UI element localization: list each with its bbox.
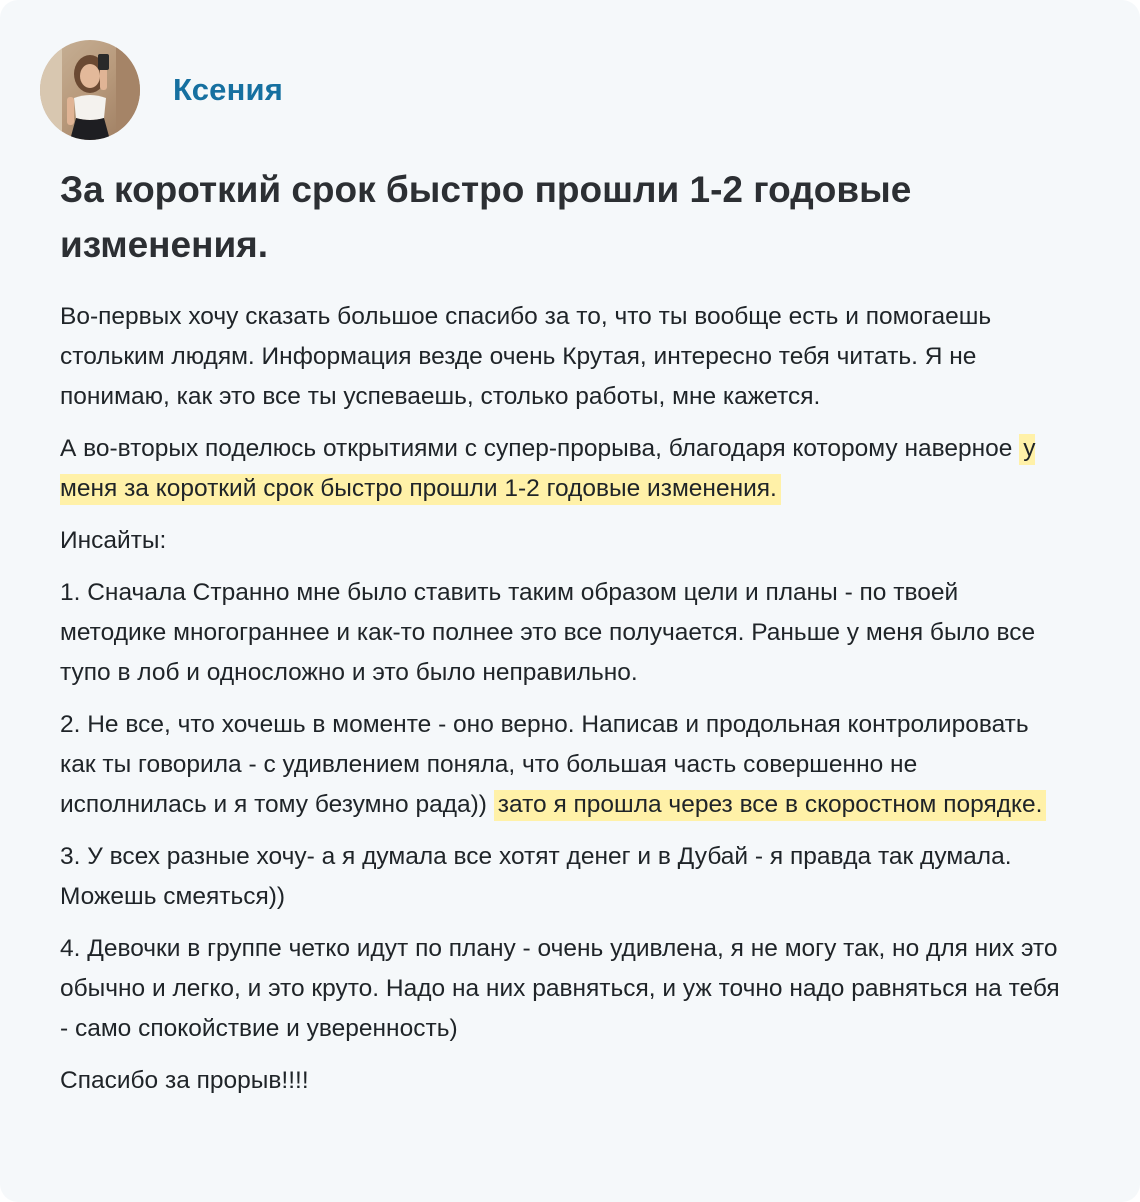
author-header bbox=[40, 40, 283, 140]
user-photo-icon bbox=[40, 40, 140, 140]
review-body bbox=[60, 297, 1070, 1113]
insight-item-2-text: 2. Не все, что хочешь в моменте - оно верно. Написав и продольная контролировать как ты говорила - с удивлением поняла, что большая часть совершенно не исполнилась и я тому безумно рада)) bbox=[60, 711, 1029, 818]
insight-item-1: 1. Сначала Странно мне было ставить таким образом цели и планы - по твоей методике многограннее и как-то полнее это все получается. Раньше у меня было все тупо в лоб и односложно и это было неправильно. bbox=[60, 579, 1036, 686]
review-title: За короткий срок быстро прошли 1-2 годовые изменения. bbox=[60, 169, 912, 265]
paragraph-second-text: А во-вторых поделюсь открытиями с супер-прорыва, благодаря которому наверное bbox=[60, 435, 1013, 462]
author-name: Ксения bbox=[173, 72, 284, 107]
closing-line: Спасибо за прорыв!!!! bbox=[60, 1067, 309, 1094]
paragraph-second bbox=[60, 429, 1070, 509]
highlighted-text: зато я прошла через все в скоростном порядке. bbox=[494, 790, 1047, 821]
insight-item-4: 4. Девочки в группе четко идут по плану - очень удивлена, я не могу так, но для них это обычно и легко, и это круто. Надо на них равняться, и уж точно надо равняться на тебя - само спокойствие и уверенность) bbox=[60, 935, 1060, 1042]
avatar bbox=[40, 40, 140, 140]
highlighted-text: у меня за короткий срок быстро прошли 1-2 годовые изменения. bbox=[60, 434, 1035, 505]
insight-item-2 bbox=[60, 705, 1070, 825]
paragraph-intro: Во-первых хочу сказать большое спасибо за то, что ты вообще есть и помогаешь стольким людям. Информация везде очень Крутая, интересно тебя читать. Я не понимаю, как это все ты успеваешь, столько работы, мне кажется. bbox=[60, 303, 992, 410]
insight-item-3: 3. У всех разные хочу- а я думала все хотят денег и в Дубай - я правда так думала. Можешь смеяться)) bbox=[60, 843, 1012, 910]
insights-label: Инсайты: bbox=[60, 527, 167, 554]
